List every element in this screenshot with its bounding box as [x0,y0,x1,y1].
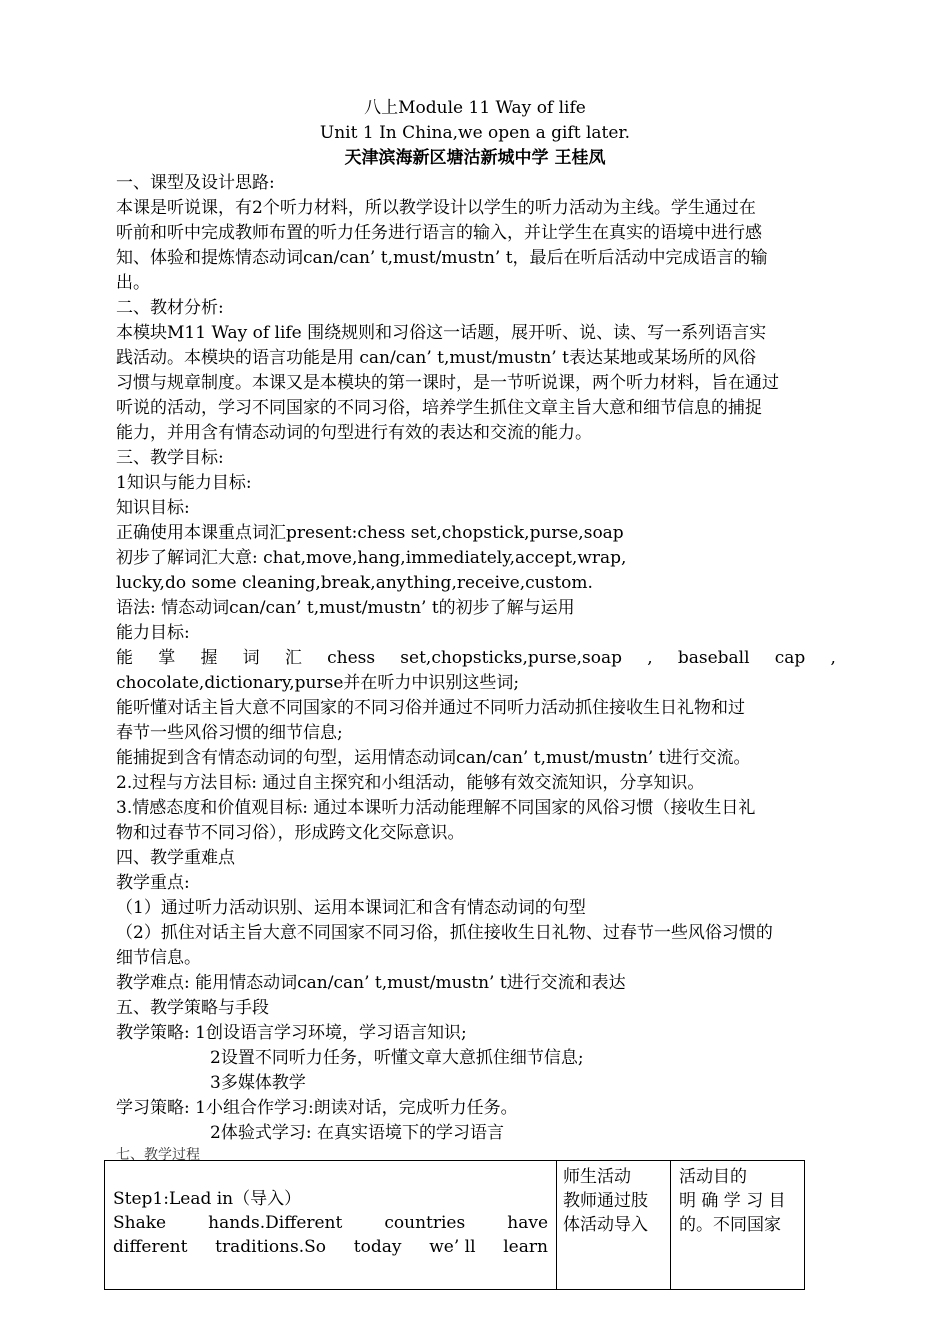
list-line: 学习策略: 1小组合作学习:朗读对话，完成听力任务。 [116,1098,518,1118]
word: hands.Different [208,1213,343,1233]
paragraph-line: 出。 [116,273,150,293]
list-line: （1）通过听力活动识别、运用本课词汇和含有情态动词的句型 [116,898,586,918]
subheading: 知识目标: [116,498,190,518]
paragraph-line: 本课是听说课，有2个听力材料，所以教学设计以学生的听力活动为主线。学生通过在 [116,198,756,218]
doc-author: 天津滨海新区塘沽新城中学 王桂凤 [344,148,606,168]
list-line: 细节信息。 [116,948,201,968]
word: 词 [242,648,260,668]
subheading: 1知识与能力目标: [116,473,252,493]
paragraph-line: 听说的活动，学习不同国家的不同习俗，培养学生抓住文章主旨大意和细节信息的捕捉 [116,398,762,418]
list-line: 语法: 情态动词can/can’ t,must/mustn’ t的初步了解与运用 [116,598,575,618]
word: we’ ll [429,1237,476,1257]
word: have [507,1213,548,1233]
table-row [105,1161,805,1290]
list-line: 教学策略: 1创设语言学习环境，学习语言知识; [116,1023,467,1043]
cell-line: 师生活动 [563,1167,631,1187]
teaching-process-table [104,1160,805,1290]
paragraph-line: 习惯与规章制度。本课又是本模块的第一课时，是一节听说课，两个听力材料，旨在通过 [116,373,779,393]
subheading: 能力目标: [116,623,190,643]
cell-line: 体活动导入 [563,1215,648,1235]
word: traditions.So [215,1237,327,1257]
cell-line: 活动目的 [679,1167,747,1187]
doc-title: 八上Module 11 Way of life [364,98,586,118]
word: countries [384,1213,466,1233]
list-line: 3多媒体教学 [210,1073,306,1093]
cell-line: 教师通过肢 [563,1191,648,1211]
section-7-heading: 七、教学过程 [116,1147,200,1163]
word: 握 [200,648,218,668]
subheading: 教学重点: [116,873,190,893]
section-1-heading: 一、课型及设计思路: [116,173,275,193]
list-line: 2设置不同听力任务，听懂文章大意抓住细节信息; [210,1048,584,1068]
word: 汇 [284,648,302,668]
section-2-heading: 二、教材分析: [116,298,224,318]
list-line: 2体验式学习: 在真实语境下的学习语言 [210,1123,504,1143]
paragraph-line: 知、体验和提炼情态动词can/can’ t,must/mustn’ t，最后在听后活动中完成语言的输 [116,248,768,268]
paragraph-line: 本模块M11 Way of life 围绕规则和习俗这一话题，展开听、说、读、写一系列语言实 [116,323,767,343]
word: set,chopsticks,purse,soap [400,648,622,668]
word: , [647,648,653,668]
table-cell-purpose [671,1161,805,1290]
paragraph-line: 践活动。本模块的语言功能是用 can/can’ t,must/mustn’ t表达某地或某场所的风俗 [116,348,756,368]
word: Shake [113,1213,167,1233]
list-line: 能捕捉到含有情态动词的句型，运用情态动词can/can’ t,must/mustn’ t进行交流。 [116,748,751,768]
step-title: Step1:Lead in（导入） [113,1189,302,1209]
list-line: 2.过程与方法目标: 通过自主探究和小组活动，能够有效交流知识，分享知识。 [116,773,705,793]
doc-unit-title: Unit 1 In China,we open a gift later. [319,123,631,143]
table-cell-step [105,1161,557,1290]
list-line: chocolate,dictionary,purse并在听力中识别这些词; [116,673,520,693]
word: different [113,1237,188,1257]
paragraph-line: 能力，并用含有情态动词的句型进行有效的表达和交流的能力。 [116,423,592,443]
word: , [830,648,836,668]
cell-line: 的。不同国家 [679,1215,781,1235]
word: 掌 [158,648,176,668]
list-line: 正确使用本课重点词汇present:chess set,chopstick,purse,soap [116,523,624,543]
section-5-heading: 五、教学策略与手段 [116,998,269,1018]
list-line: 3.情感态度和价值观目标: 通过本课听力活动能理解不同国家的风俗习惯（接收生日礼 [116,798,756,818]
word: baseball [677,648,750,668]
word: learn [503,1237,548,1257]
table-cell-activity [557,1161,671,1290]
word: today [353,1237,402,1257]
list-line: 初步了解词汇大意: chat,move,hang,immediately,accept,wrap, [116,548,627,568]
word: cap [774,648,806,668]
list-line: 能听懂对话主旨大意不同国家的不同习俗并通过不同听力活动抓住接收生日礼物和过 [116,698,745,718]
word: 能 [116,648,133,668]
section-4-heading: 四、教学重难点 [116,848,235,868]
list-line: （2）抓住对话主旨大意不同国家不同习俗，抓住接收生日礼物、过春节一些风俗习惯的 [116,923,773,943]
section-3-heading: 三、教学目标: [116,448,224,468]
justified-line [113,1211,548,1235]
cell-line: 明 确 学 习 目 [679,1191,786,1211]
word: chess [327,648,376,668]
list-line: 春节一些风俗习惯的细节信息; [116,723,343,743]
list-line: lucky,do some cleaning,break,anything,receive,custom. [116,573,593,593]
list-line: 物和过春节不同习俗），形成跨文化交际意识。 [116,823,465,843]
justified-line [116,647,836,669]
paragraph-line: 听前和听中完成教师布置的听力任务进行语言的输入，并让学生在真实的语境中进行感 [116,223,762,243]
justified-line [113,1235,548,1259]
list-line: 教学难点: 能用情态动词can/can’ t,must/mustn’ t进行交流和表达 [116,973,626,993]
